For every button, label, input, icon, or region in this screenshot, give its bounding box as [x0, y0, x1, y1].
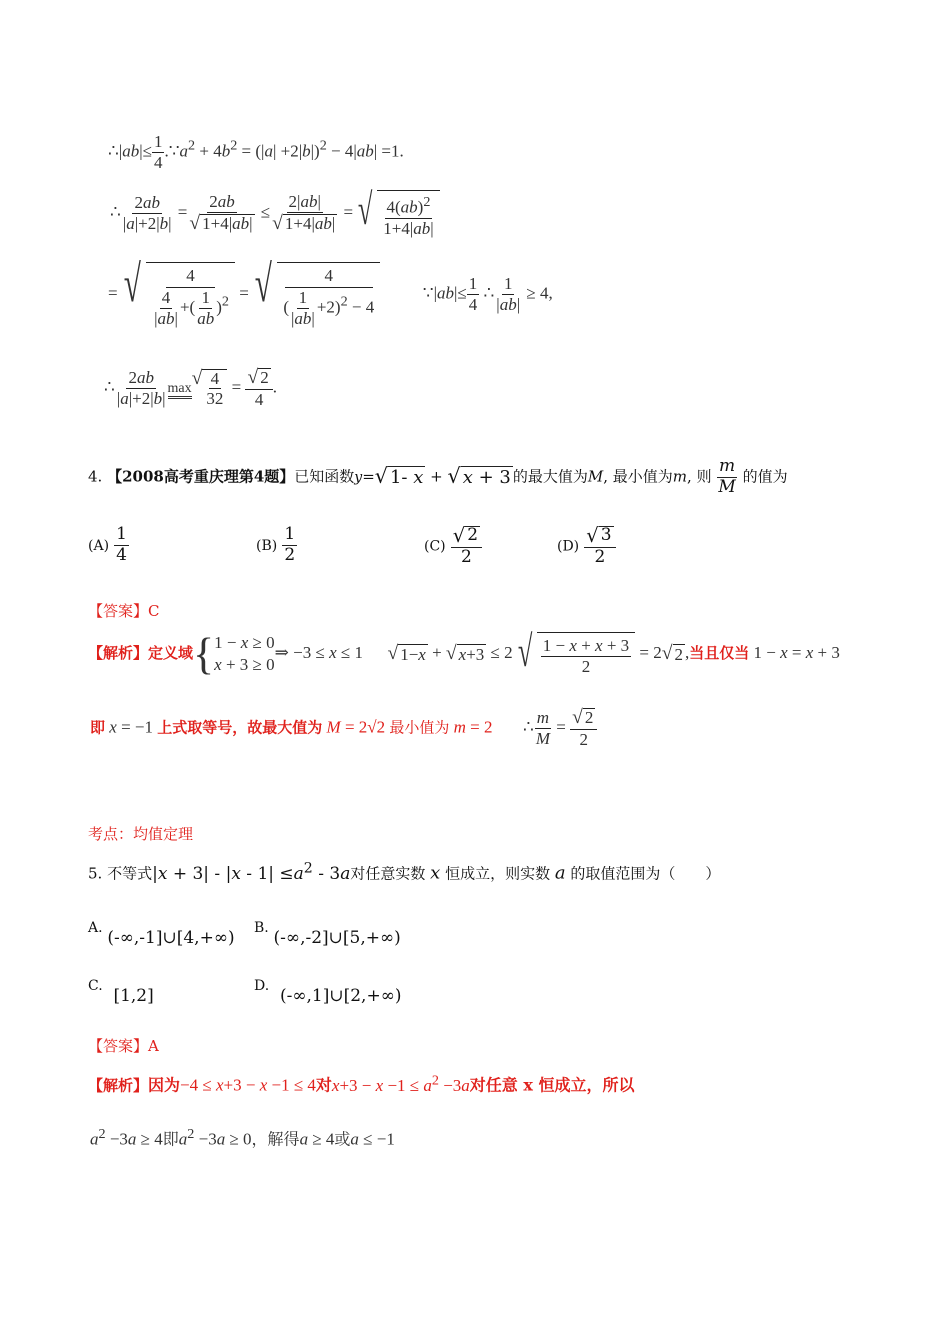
option-d: (D) √ 3 2 [557, 526, 616, 566]
q5-option-a: A. (-∞,-1]∪[4,+∞) [88, 920, 235, 948]
question-5-stem: 5. 不等式$|x + 3| - |x - 1| \le a^2 - 3a$对任意实数 x 恒成立，则实数 a 的取值范围为（ ） [88, 860, 721, 884]
fraction: $\frac{1}{4}$ [153, 132, 163, 172]
q4-analysis-line-1: 【解析】定义域{ 1 − x ≥ 0 x + 3 ≥ 0 ⇒ −3 ≤ x ≤ 1 √ 1−x + √ x+3 ≤ 2 √ $\frac{1 - x + x + 3}{2}$ = 2 √ 2 ,当且仅当 1 − x = x + 3 [88, 627, 840, 679]
q5-analysis-line-1: 【解析】因为−4 ≤ x+3 − x −1 ≤ 4对$x+3 - x -1 \le a^2 -3a$对任意 x 恒成立，所以 [88, 1072, 635, 1095]
q5-analysis-line-2: $a^2 -3a \ge 4$即$a^2 -3a \ge 0$，解得a ≥ 4或a ≤ −1 [90, 1126, 395, 1149]
question-number: 4. [88, 467, 103, 486]
derivation-line-2: ∴ $\frac{2ab}{|a|+2|b|}$ = 2ab √ 1+4|ab| ≤ 2|ab| √ 1+4|ab| = √ $\frac{4(ab)^2}{1+4|ab|}$ [110, 190, 440, 237]
option-b: (B) $\frac{1}{2}$ [256, 524, 296, 565]
derivation-line-1: ∴|ab|≤ $\frac{1}{4}$ $.\because a^2 + 4b^2 = (|a| +2|b|)^2 - 4|ab| =1$. [108, 132, 404, 172]
option-c: (C) √ 2 2 [424, 526, 482, 566]
q5-option-b: B. (-∞,-2]∪[5,+∞) [254, 920, 401, 948]
question-4-stem: 4. 【2008高考重庆理第4题】已知函数y= √ 1- x + √ x + 3 的最大值为M, 最小值为m, 则 $\frac{m}{M}$ 的值为 [88, 456, 788, 497]
q4-kaodian: 考点：均值定理 [88, 825, 194, 843]
q5-option-c: C. [1,2] [88, 978, 154, 1006]
q4-answer: 【答案】C [88, 602, 160, 620]
option-a-label: (A) [88, 537, 110, 554]
q4-analysis-line-2: 即 x = −1 上式取等号，故最大值为 M = 2√2 最小值为 m = 2 ∴ $\frac{m}{M}$ = √ 2 2 [90, 708, 597, 749]
q5-option-d: D. (-∞,1]∪[2,+∞) [254, 978, 402, 1006]
question-4-options: (A) $\frac{1}{4}$ [88, 524, 127, 565]
derivation-line-3: = √ 4 $\frac{4}{|ab|}$ +( $\frac{1}{ab}$ )$^2$ = √ 4 ( $\frac{1}{|ab|}$ +2)$^2$ − 4 ∵|ab|≤ $\frac{1}{4}$ ∴ $\frac{1}{|ab|}$ ≥ 4, [108, 256, 553, 328]
question-source: 【2008高考重庆理第4题】 [107, 467, 295, 486]
q5-answer: 【答案】A [88, 1037, 159, 1055]
derivation-line-4: ∴ $\frac{2ab}{|a|+2|b|}$ max √ $\frac{4}{32}$ = √ 2 4 . [104, 367, 277, 409]
